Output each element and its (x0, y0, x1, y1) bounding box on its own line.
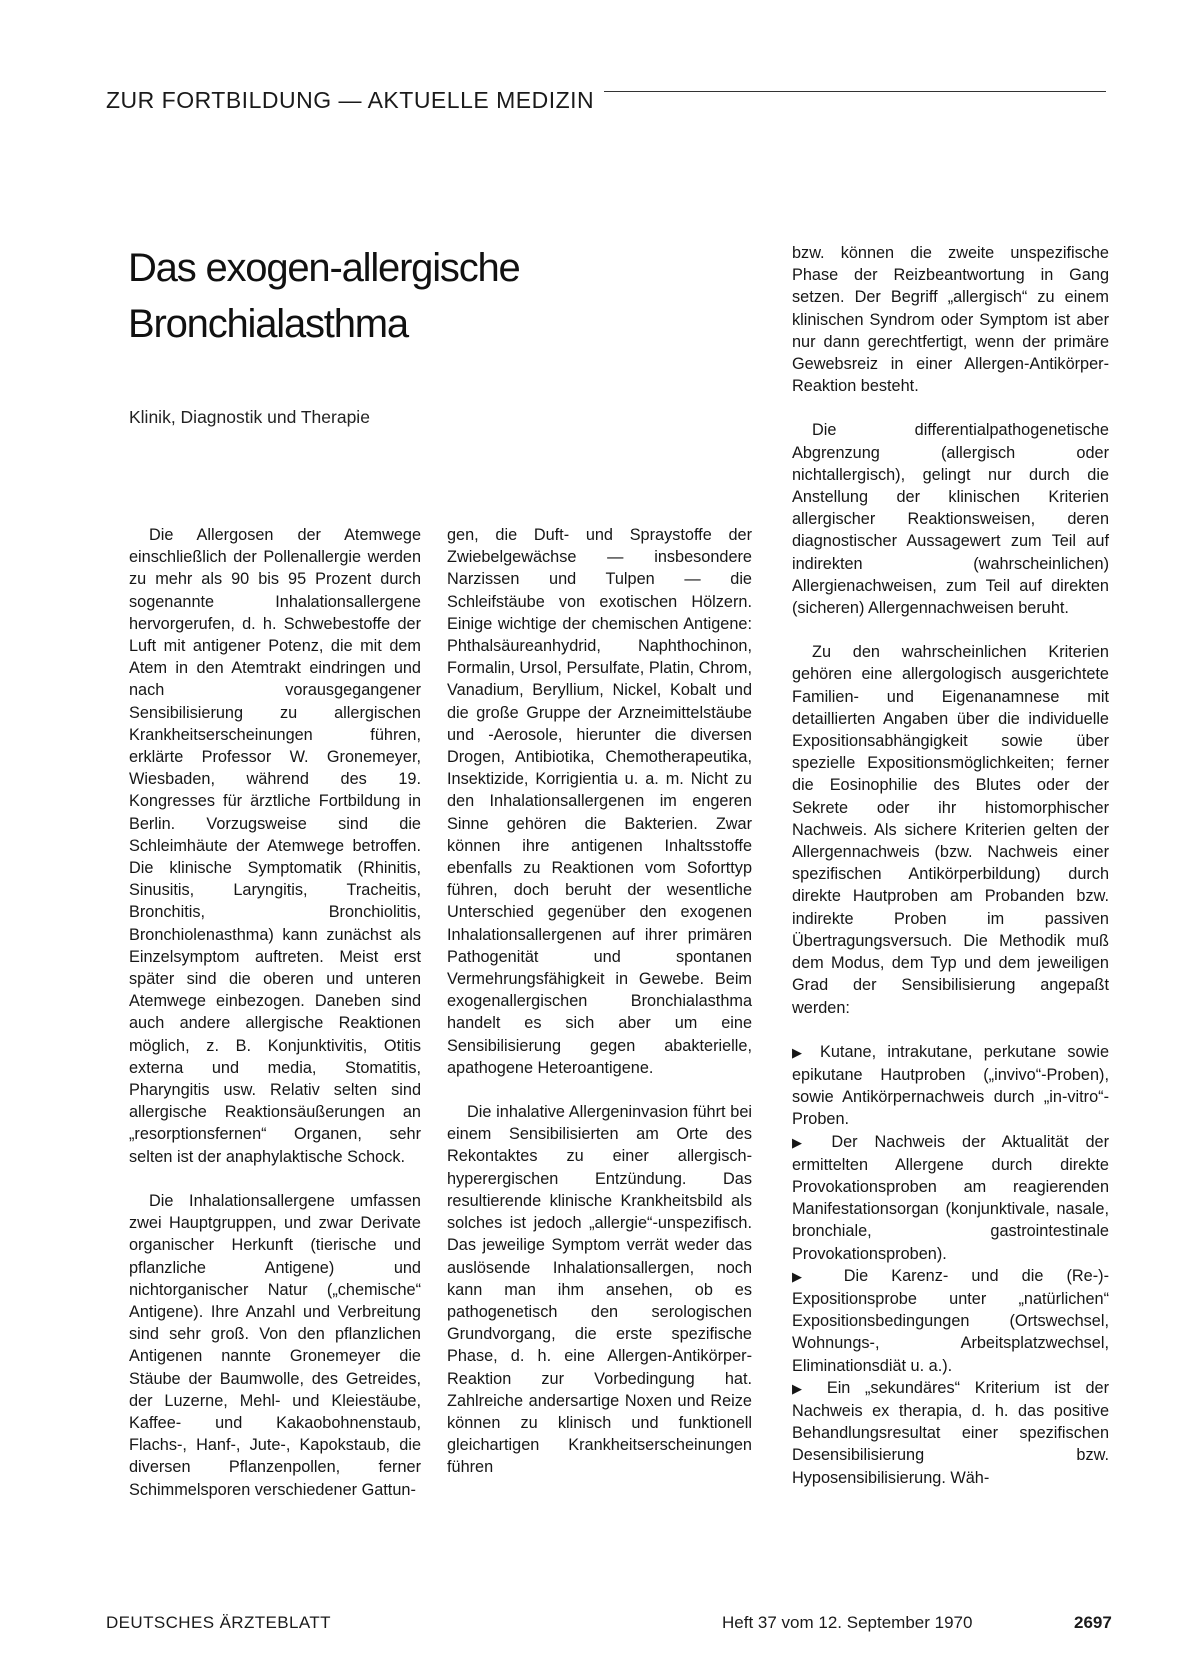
paragraph: Zu den wahrscheinlichen Kriterien gehören eine allergologisch ausgerichtete Familien- und Eigenanamnese mit detaillierten Angaben über die individuelle Expositionsabhängigkeit sowie über spezielle Expositionsmöglichkeiten; ferner die Eosinophilie des Blutes oder der Sekrete oder ihr histomorphischer Nachweis. Als sichere Kriterien gelten der Allergennachweis (bzw. Nachweis einer spezifischen Antikörperbildung) durch direkte Hautproben am Probanden bzw. indirekte Proben im passiven Übertragungsversuch. Die Methodik muß dem Modus, dem Typ und dem jeweiligen Grad der Sensibilisierung angepaßt werden: (792, 643, 1109, 1017)
header-rule (604, 91, 1106, 92)
footer-page-number: 2697 (1074, 1613, 1112, 1632)
bullet-text: Der Nachweis der Aktualität der ermittelten Allergene durch direkte Provokationsproben am reagierenden Manifestationsorgan (konjunktivale, nasale, bronchiale, gastrointestinale Provokationsproben). (792, 1132, 1109, 1263)
bullet-text: Ein „sekundäres“ Kriterium ist der Nachweis ex therapia, d. h. das positive Behandlungsresultat einer spezifischen Desensibilisierung bzw. Hyposensibilisierung. Wäh- (792, 1378, 1109, 1487)
bullet-item (792, 1377, 1109, 1489)
bullet-item (792, 1265, 1109, 1377)
text-column-2 (447, 524, 752, 1479)
text-column-1 (129, 524, 421, 1501)
bullet-text: Kutane, intrakutane, perkutane sowie epikutane Hautproben („invivo“-Proben), sowie Antikörpernachweis durch „in-vitro“-Proben. (792, 1042, 1109, 1129)
article-subtitle: Klinik, Diagnostik und Therapie (129, 407, 370, 427)
triangle-bullet-icon: ▶ (792, 1380, 813, 1396)
text-column-3 (792, 242, 1109, 1489)
article-title: Das exogen-allergische Bronchialasthma (128, 246, 520, 346)
section-header (106, 80, 1106, 120)
bullet-item (792, 1131, 1109, 1265)
bullet-item (792, 1041, 1109, 1131)
triangle-bullet-icon: ▶ (792, 1134, 815, 1150)
paragraph: gen, die Duft- und Spraystoffe der Zwiebelgewächse — insbesondere Narzissen und Tulpen — die Schleifstäube von exotischen Hölzern. Einige wichtige der chemischen Antigene: Phthalsäureanhydrid, Naphthochinon, Formalin, Ursol, Persulfate, Platin, Chrom, Vanadium, Beryllium, Nickel, Kobalt und die große Gruppe der Arzneimittelstäube und -Aerosole, hierunter die diversen Drogen, Antibiotika, Chemotherapeutika, Insektizide, Korrigientia u. a. m. Nicht zu den Inhalationsallergenen im engeren Sinne gehören die Bakterien. Zwar können ihre antigenen Inhaltsstoffe ebenfalls zu Reaktionen vom Soforttyp führen, doch beruht der wesentliche Unterschied gegenüber den exogenen Inhalationsallergenen auf ihrer primären Pathogenität und spontanen Vermehrungsfähigkeit in Gewebe. Beim exogenallergischen Bronchialasthma handelt es sich aber um eine Sensibilisierung gegen abakterielle, apathogene Heteroantigene. (447, 526, 752, 1077)
triangle-bullet-icon: ▶ (792, 1044, 809, 1060)
footer-journal: DEUTSCHES ÄRZTEBLATT (106, 1613, 331, 1632)
paragraph: Die Inhalationsallergene umfassen zwei Hauptgruppen, und zwar Derivate organischer Herkunft (tierische und pflanzliche Antigene) und nichtorganischer Natur („chemische“ Antigene). Ihre Anzahl und Verbreitung sind sehr groß. Von den pflanzlichen Antigenen nannte Gronemeyer die Stäube der Baumwolle, des Getreides, der Luzerne, Mehl- und Kleiestäube, Kaffee- und Kakaobohnenstaub, Flachs-, Hanf-, Jute-, Kapokstaub, die diversen Pflanzenpollen, ferner Schimmelsporen verschiedener Gattun- (129, 1191, 421, 1499)
paragraph: bzw. können die zweite unspezifische Phase der Reizbeantwortung in Gang setzen. Der Begriff „allergisch“ zu einem klinischen Syndrom oder Symptom ist aber nur dann gerechtfertigt, wenn der primäre Gewebsreiz in einer Allergen-Antikörper-Reaktion besteht. (792, 244, 1109, 396)
section-title: ZUR FORTBILDUNG — AKTUELLE MEDIZIN (106, 86, 595, 113)
paragraph: Die differentialpathogenetische Abgrenzung (allergisch oder nichtallergisch), gelingt nur durch die Anstellung der klinischen Kriterien allergischer Reaktionsweisen, deren diagnostischer Aussagewert zum Teil auf indirekten (wahrscheinlichen) Allergienachweisen, zum Teil auf direkten (sicheren) Allergennachweisen beruht. (792, 421, 1109, 618)
bullet-text: Die Karenz- und die (Re-)-Expositionsprobe unter „natürlichen“ Expositionsbedingungen (Ortswechsel, Wohnungs-, Arbeitsplatzwechsel, Eliminationsdiät u. a.). (792, 1266, 1109, 1375)
footer-issue: Heft 37 vom 12. September 1970 (722, 1613, 973, 1632)
paragraph: Die inhalative Allergeninvasion führt bei einem Sensibilisierten am Orte des Rekontaktes zu einer allergisch-hyperergischen Entzündung. Das resultierende klinische Krankheitsbild als solches ist jedoch „allergie“-unspezifisch. Das jeweilige Symptom verrät weder das auslösende Inhalationsallergen, noch kann man ihm ansehen, ob es pathogenetisch den serologischen Grundvorgang, die erste spezifische Phase, d. h. eine Allergen-Antikörper-Reaktion zur Vorbedingung hat. Zahlreiche andersartige Noxen und Reize können zu klinisch und funktionell gleichartigen Krankheitserscheinungen führen (447, 1103, 752, 1477)
paragraph: Die Allergosen der Atemwege einschließlich der Pollenallergie werden zu mehr als 90 bis 95 Prozent durch sogenannte Inhalationsallergene hervorgerufen, d. h. Schwebestoffe der Luft mit antigener Potenz, die mit dem Atem in den Atemtrakt eindringen und nach vorausgegangener Sensibilisierung zu allergischen Krankheitserscheinungen führen, erklärte Professor W. Gronemeyer, Wiesbaden, während des 19. Kongresses für ärztliche Fortbildung in Berlin. Vorzugsweise sind die Schleimhäute der Atemwege betroffen. Die klinische Symptomatik (Rhinitis, Sinusitis, Laryngitis, Tracheitis, Bronchitis, Bronchiolitis, Bronchiolenasthma) kann zunächst als Einzelsymptom auftreten. Meist erst später sind die oberen und unteren Atemwege einbezogen. Daneben sind auch andere allergische Reaktionen möglich, z. B. Konjunktivitis, Otitis externa und media, Stomatitis, Pharyngitis usw. Relativ selten sind allergische Reaktionsäußerungen an „resorptionsfernen“ Organen, sehr selten ist der anaphylaktische Schock. (129, 526, 421, 1166)
triangle-bullet-icon: ▶ (792, 1268, 821, 1284)
